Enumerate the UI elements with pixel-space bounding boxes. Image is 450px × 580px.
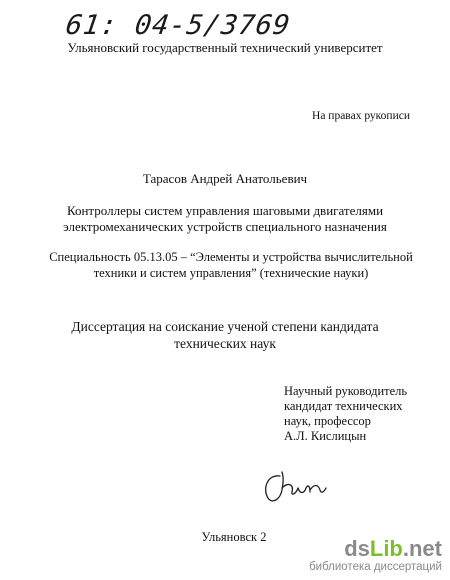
dslib-watermark[interactable] [309,538,442,574]
degree-line: технических наук [174,336,276,351]
supervisor-line: А.Л. Кислицын [284,429,367,443]
supervisor-line: наук, профессор [284,414,371,428]
supervisor-line: кандидат технических [284,399,403,413]
dslib-logo [309,538,442,560]
archive-stamp: 61: 04-5/3769 [63,10,293,41]
author-name: Тарасов Андрей Анатольевич [142,171,308,186]
dissertation-title [40,203,410,235]
specialty-line: Специальность 05.13.05 – “Элементы и устройства вычислительной [49,250,413,264]
title-line: электромеханических устройств специального назначения [63,219,387,234]
supervisor-line: Научный руководитель [284,384,408,398]
logo-net: .net [402,536,442,561]
specialty-text [38,250,424,281]
handwritten-signature [258,468,328,508]
city-line: Ульяновск 2 [201,530,267,544]
university-name: Ульяновский государственный технический университет [67,40,383,55]
supervisor-block [284,384,407,444]
manuscript-note: На правах рукописи [312,110,410,122]
degree-line: Диссертация на соискание ученой степени кандидата [71,319,379,334]
logo-lib: Lib [369,536,403,561]
specialty-line: техники и систем управления” (технические науки) [93,265,369,280]
watermark-subtitle: библиотека диссертаций [309,561,442,573]
title-line: Контроллеры систем управления шаговыми двигателями [66,203,384,218]
logo-ds: ds [344,536,370,561]
degree-statement [40,318,410,352]
